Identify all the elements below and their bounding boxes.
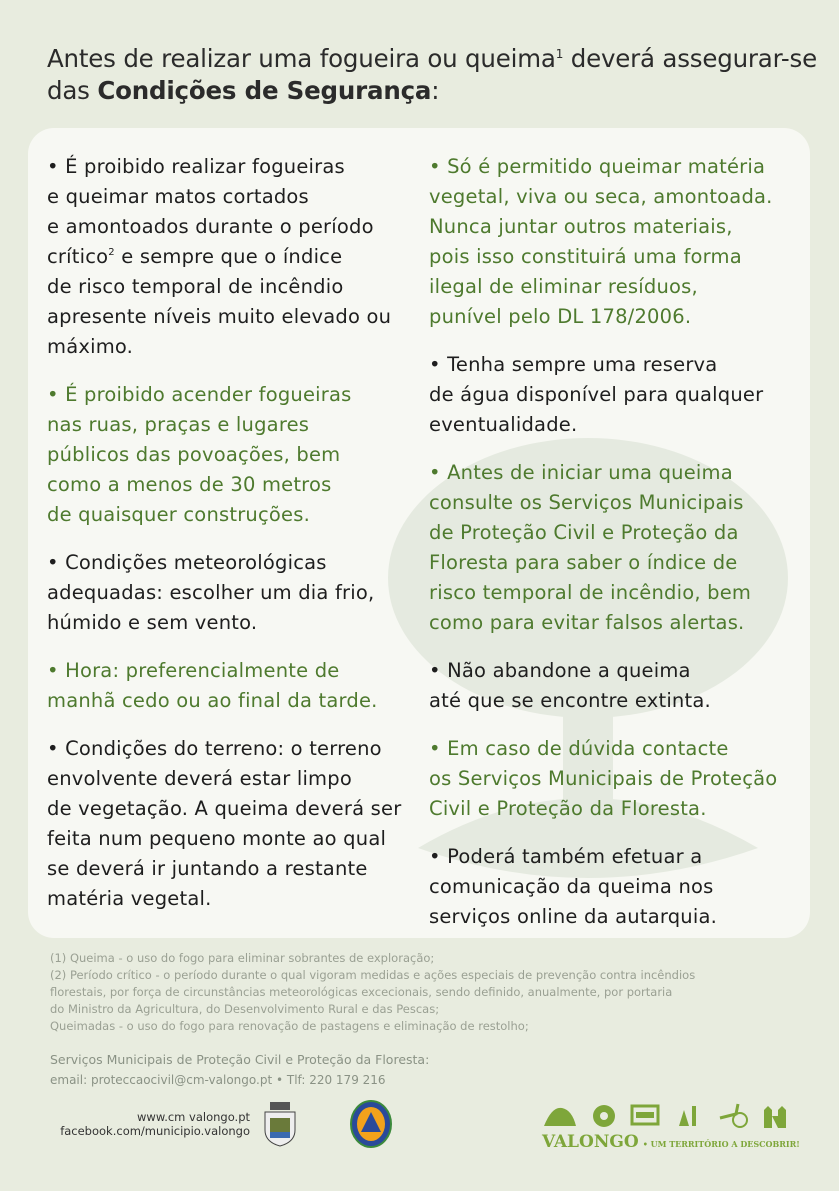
safety-item (47, 548, 417, 638)
brand-tagline: • UM TERRITÓRIO A DESCOBRIR! (642, 1139, 800, 1149)
line-text: • Poderá também efetuar a (429, 845, 703, 868)
safety-item-line (47, 686, 417, 716)
safety-item-line (429, 794, 799, 824)
safety-item-line (429, 380, 799, 410)
title-text: : (431, 76, 440, 106)
line-text: consulte os Serviços Municipais (429, 491, 744, 514)
footnote-ref: 1 (555, 47, 564, 61)
line-text: de vegetação. A queima deverá ser (47, 797, 402, 820)
safety-item (429, 152, 799, 332)
safety-item (47, 734, 417, 914)
screen-icon (630, 1104, 660, 1128)
safety-item-line (429, 686, 799, 716)
safety-item (429, 350, 799, 440)
line-text: ilegal de eliminar resíduos, (429, 275, 698, 298)
line-text: • Em caso de dúvida contacte (429, 737, 729, 760)
line-text: apresente níveis muito elevado ou (47, 305, 392, 328)
protecao-civil-logo (350, 1100, 392, 1148)
safety-conditions-card (28, 128, 810, 938)
footnote-line: florestais, por força de circunstâncias meteorológicas excecionais, sendo definido, anualmente, por portaria (50, 985, 673, 999)
line-text: se deverá ir juntando a restante (47, 857, 368, 880)
line-text: Nunca juntar outros materiais, (429, 215, 733, 238)
footnote-line: (2) Período crítico - o período durante o qual vigoram medidas e ações especiais de prevenção contra incêndios (50, 968, 696, 982)
safety-item-line (429, 656, 799, 686)
safety-item-line (47, 182, 417, 212)
line-text: de quaisquer construções. (47, 503, 310, 526)
title-emphasis: Condições de Segurança (97, 76, 432, 106)
safety-item-line (47, 380, 417, 410)
safety-item-line (47, 734, 417, 764)
safety-item-line (47, 242, 417, 272)
safety-item-line (429, 608, 799, 638)
safety-item (47, 380, 417, 530)
safety-item (47, 152, 417, 362)
line-text: • É proibido realizar fogueiras (47, 155, 345, 178)
safety-item-line (429, 764, 799, 794)
safety-item-line (429, 548, 799, 578)
safety-item-line (429, 242, 799, 272)
safety-item (429, 842, 799, 932)
line-text: de água disponível para qualquer (429, 383, 764, 406)
line-text: pois isso constituirá uma forma (429, 245, 742, 268)
safety-item-line (429, 350, 799, 380)
line-text: Civil e Proteção da Floresta. (429, 797, 707, 820)
valongo-brand-icons (542, 1102, 788, 1128)
safety-item-line (47, 794, 417, 824)
line-text: feita num pequeno monte ao qual (47, 827, 387, 850)
mountain-icon (542, 1106, 578, 1128)
safety-item (429, 656, 799, 716)
line-text: os Serviços Municipais de Proteção (429, 767, 778, 790)
flower-icon (592, 1104, 616, 1128)
safety-item-line (429, 902, 799, 932)
brand-name: VALONGO (542, 1132, 639, 1152)
line-text: manhã cedo ou ao final da tarde. (47, 689, 378, 712)
line-text: comunicação da queima nos (429, 875, 714, 898)
safety-item-line (429, 410, 799, 440)
footnote-line: do Ministro da Agricultura, do Desenvolvimento Rural e das Pescas; (50, 1002, 440, 1016)
left-column (47, 152, 417, 932)
line-text: públicos das povoações, bem (47, 443, 341, 466)
safety-item-line (47, 152, 417, 182)
cyclist-icon (718, 1102, 748, 1128)
line-text: envolvente deverá estar limpo (47, 767, 352, 790)
footnotes (50, 950, 695, 1035)
line-text: • Não abandone a queima (429, 659, 691, 682)
services-contact (50, 1050, 429, 1090)
safety-item-line (429, 842, 799, 872)
safety-item-line (429, 578, 799, 608)
line-text: de risco temporal de incêndio (47, 275, 344, 298)
line-text: • Antes de iniciar uma queima (429, 461, 733, 484)
safety-item-line (47, 272, 417, 302)
safety-item-line (429, 518, 799, 548)
line-text: como a menos de 30 metros (47, 473, 332, 496)
safety-item-line (429, 488, 799, 518)
safety-item-line (47, 548, 417, 578)
safety-item-line (429, 182, 799, 212)
figures-icon (674, 1102, 704, 1128)
safety-item-line (47, 212, 417, 242)
safety-item-line (429, 272, 799, 302)
valongo-brand (542, 1132, 800, 1152)
safety-item-line (47, 854, 417, 884)
safety-item (429, 734, 799, 824)
safety-item-line (429, 458, 799, 488)
safety-item (47, 656, 417, 716)
line-text: • Hora: preferencialmente de (47, 659, 340, 682)
page-title (47, 38, 817, 107)
line-text: até que se encontre extinta. (429, 689, 711, 712)
line-text: eventualidade. (429, 413, 578, 436)
safety-item-line (429, 872, 799, 902)
line-text: e sempre que o índice (114, 245, 343, 268)
line-text: • Condições meteorológicas (47, 551, 327, 574)
church-icon (762, 1104, 788, 1128)
safety-item-line (47, 764, 417, 794)
safety-item-line (47, 608, 417, 638)
line-text: risco temporal de incêndio, bem (429, 581, 752, 604)
line-text: • Condições do terreno: o terreno (47, 737, 382, 760)
valongo-crest-logo (260, 1100, 300, 1148)
safety-item-line (47, 410, 417, 440)
safety-item-line (47, 500, 417, 530)
line-text: máximo. (47, 335, 134, 358)
safety-item-line (47, 884, 417, 914)
line-text: nas ruas, praças e lugares (47, 413, 310, 436)
line-text: e amontoados durante o período (47, 215, 374, 238)
website-link[interactable]: www.cm valongo.pt (137, 1110, 250, 1124)
line-text: serviços online da autarquia. (429, 905, 718, 928)
safety-item-line (47, 302, 417, 332)
safety-item-line (47, 578, 417, 608)
footnote-ref: 2 (108, 247, 115, 258)
safety-item-line (47, 440, 417, 470)
safety-item-line (429, 734, 799, 764)
title-text: deverá assegurar-se (563, 44, 817, 74)
services-name: Serviços Municipais de Proteção Civil e Proteção da Floresta: (50, 1052, 430, 1067)
line-text: matéria vegetal. (47, 887, 212, 910)
line-text: e queimar matos cortados (47, 185, 309, 208)
safety-item-line (47, 332, 417, 362)
safety-item-line (429, 152, 799, 182)
line-text: adequadas: escolher um dia frio, (47, 581, 375, 604)
title-text: Antes de realizar uma fogueira ou queima (47, 44, 556, 74)
safety-item-line (47, 824, 417, 854)
facebook-link[interactable]: facebook.com/municipio.valongo (60, 1124, 250, 1138)
safety-item-line (47, 656, 417, 686)
line-text: • Tenha sempre uma reserva (429, 353, 718, 376)
line-text: de Proteção Civil e Proteção da (429, 521, 739, 544)
safety-item (429, 458, 799, 638)
safety-item-line (47, 470, 417, 500)
safety-item-line (429, 212, 799, 242)
line-text: • É proibido acender fogueiras (47, 383, 352, 406)
title-text: das (47, 76, 98, 106)
right-column (429, 152, 799, 938)
line-text: punível pelo DL 178/2006. (429, 305, 692, 328)
line-text: Floresta para saber o índice de (429, 551, 738, 574)
line-text: vegetal, viva ou seca, amontoada. (429, 185, 773, 208)
line-text: como para evitar falsos alertas. (429, 611, 745, 634)
safety-item-line (429, 302, 799, 332)
line-text: húmido e sem vento. (47, 611, 258, 634)
line-text: • Só é permitido queimar matéria (429, 155, 766, 178)
contact-info[interactable]: email: proteccaocivil@cm-valongo.pt • Tlf: 220 179 216 (50, 1073, 386, 1087)
web-links (50, 1110, 250, 1138)
footnote-line: (1) Queima - o uso do fogo para eliminar sobrantes de exploração; (50, 951, 435, 965)
line-text: crítico (47, 245, 109, 268)
footnote-line: Queimadas - o uso do fogo para renovação de pastagens e eliminação de restolho; (50, 1019, 529, 1033)
